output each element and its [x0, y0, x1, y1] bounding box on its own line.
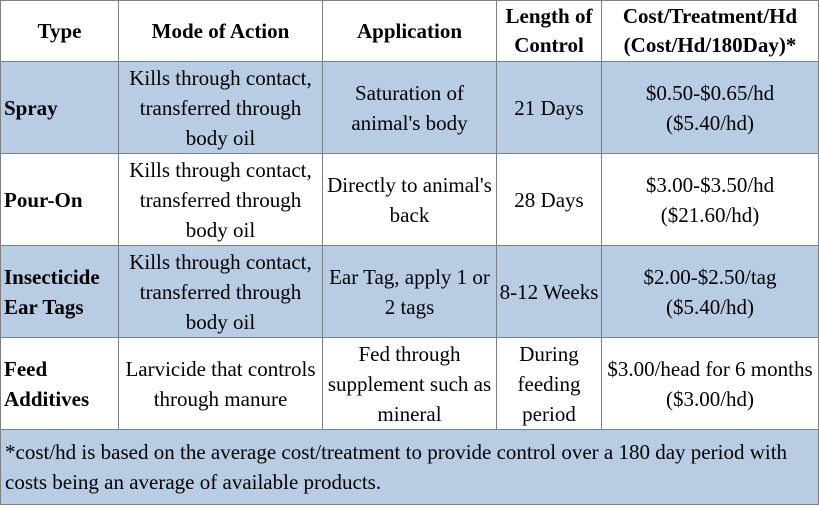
footnote-row	[1, 430, 819, 505]
header-application: Application	[323, 1, 497, 62]
cell-mode: Kills through contact, transferred through body oil	[119, 62, 323, 154]
cell-application: Fed through supplement such as mineral	[323, 338, 497, 430]
table-row	[1, 246, 819, 338]
cell-length: 21 Days	[497, 62, 602, 154]
footnote: *cost/hd is based on the average cost/treatment to provide control over a 180 day period with costs being an average of available products.	[1, 430, 819, 505]
cell-type: Spray	[1, 62, 119, 154]
cell-application: Ear Tag, apply 1 or 2 tags	[323, 246, 497, 338]
cell-mode: Kills through contact, transferred through body oil	[119, 154, 323, 246]
cell-cost: $3.00/head for 6 months ($3.00/hd)	[602, 338, 819, 430]
header-length-of-control: Length of Control	[497, 1, 602, 62]
header-type: Type	[1, 1, 119, 62]
header-row	[1, 1, 819, 62]
cell-mode: Kills through contact, transferred through body oil	[119, 246, 323, 338]
cell-cost: $2.00-$2.50/tag ($5.40/hd)	[602, 246, 819, 338]
cell-cost: $3.00-$3.50/hd ($21.60/hd)	[602, 154, 819, 246]
cell-length: 8-12 Weeks	[497, 246, 602, 338]
cell-application: Directly to animal's back	[323, 154, 497, 246]
cell-type: Insecticide Ear Tags	[1, 246, 119, 338]
cell-type: Pour-On	[1, 154, 119, 246]
header-mode-of-action: Mode of Action	[119, 1, 323, 62]
table-row	[1, 62, 819, 154]
table-row	[1, 154, 819, 246]
cell-length: 28 Days	[497, 154, 602, 246]
cell-type: Feed Additives	[1, 338, 119, 430]
cell-length: During feeding period	[497, 338, 602, 430]
cell-mode: Larvicide that controls through manure	[119, 338, 323, 430]
header-cost: Cost/Treatment/Hd (Cost/Hd/180Day)*	[602, 1, 819, 62]
cell-cost: $0.50-$0.65/hd ($5.40/hd)	[602, 62, 819, 154]
cell-application: Saturation of animal's body	[323, 62, 497, 154]
table-row	[1, 338, 819, 430]
